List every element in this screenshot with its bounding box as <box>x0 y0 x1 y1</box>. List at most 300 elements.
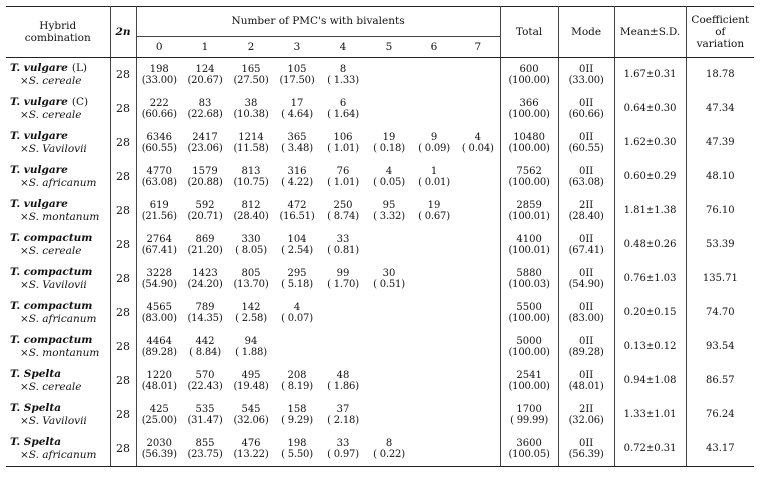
pmc-count-cell <box>366 398 412 432</box>
pmc-percent: (22.68) <box>187 109 223 120</box>
mode-percent: (33.00) <box>568 75 604 86</box>
pmc-percent: ( 4.22) <box>281 177 313 188</box>
pmc-count-cell <box>366 330 412 364</box>
pmc-count-cell <box>366 262 412 296</box>
pmc-count: 17 <box>290 97 304 109</box>
table-row <box>6 228 754 262</box>
mode-value: 0II <box>578 267 594 279</box>
pmc-count-cell <box>274 330 320 364</box>
pmc-count-cell <box>456 126 500 160</box>
hybrid-combination <box>6 92 110 126</box>
total-count: 5880 <box>516 267 542 279</box>
pmc-count-cell <box>456 160 500 194</box>
pmc-count: 8 <box>385 437 393 449</box>
pmc-count: 3228 <box>146 267 172 279</box>
pmc-percent: ( 0.04) <box>461 143 494 154</box>
pmc-percent: (60.66) <box>141 109 177 120</box>
pmc-percent: (20.67) <box>187 75 223 86</box>
pmc-count: 99 <box>336 267 350 279</box>
pmc-count-cell <box>412 432 456 467</box>
pmc-count: 1220 <box>146 369 172 381</box>
pmc-percent: (10.38) <box>233 109 269 120</box>
triticum-species: T. Spelta <box>10 368 62 380</box>
pmc-count-cell <box>320 330 366 364</box>
chromosome-number: 28 <box>110 228 136 262</box>
mode-percent: (60.66) <box>568 109 604 120</box>
coefficient-of-variation-value: 47.34 <box>706 103 735 115</box>
triticum-species: T. vulgare <box>10 62 68 74</box>
pmc-count-cell <box>274 160 320 194</box>
pmc-count: 330 <box>241 233 261 245</box>
pmc-percent: ( 9.29) <box>281 415 313 426</box>
total-count: 2541 <box>516 369 542 381</box>
mode-percent: (54.90) <box>568 279 604 290</box>
pmc-percent: ( 0.81) <box>327 245 359 256</box>
pmc-count-cell <box>412 126 456 160</box>
header-bivalent-count: 7 <box>456 36 500 57</box>
pmc-percent: ( 1.64) <box>327 109 359 120</box>
pmc-percent: (32.06) <box>233 415 269 426</box>
table-row <box>6 330 754 364</box>
pmc-count-cell <box>136 398 182 432</box>
mean-sd-value: 0.13±0.12 <box>614 330 686 364</box>
coefficient-of-variation-value: 74.70 <box>706 307 735 319</box>
mean-sd-value: 0.60±0.29 <box>614 160 686 194</box>
secale-species: ×S. Vavilovii <box>20 143 87 155</box>
mode-cell <box>558 262 614 296</box>
chromosome-number: 28 <box>110 364 136 398</box>
chromosome-number: 28 <box>110 126 136 160</box>
pmc-percent: (19.48) <box>233 381 269 392</box>
pmc-percent: ( 2.18) <box>327 415 359 426</box>
mode-value: 0II <box>578 63 594 75</box>
total-cell <box>500 160 558 194</box>
pmc-count: 19 <box>427 199 441 211</box>
pmc-count: 104 <box>287 233 307 245</box>
pmc-percent: ( 3.32) <box>373 211 405 222</box>
total-cell <box>500 228 558 262</box>
triticum-species: T. vulgare <box>10 96 68 108</box>
pmc-percent: (21.56) <box>141 211 177 222</box>
pmc-percent: ( 8.84) <box>189 347 221 358</box>
triticum-species: T. compactum <box>10 300 93 312</box>
pmc-count-cell <box>228 194 274 228</box>
mode-value: 0II <box>578 369 594 381</box>
secale-species: ×S. montanum <box>20 211 100 223</box>
mode-value: 0II <box>578 335 594 347</box>
pmc-count: 208 <box>287 369 307 381</box>
pmc-count-cell <box>228 296 274 330</box>
mode-cell <box>558 58 614 93</box>
pmc-count-cell <box>366 92 412 126</box>
pmc-count-cell <box>136 432 182 467</box>
pmc-count-cell <box>320 432 366 467</box>
pmc-count: 9 <box>430 131 438 143</box>
hybrid-combination <box>6 194 110 228</box>
pmc-count-cell <box>412 398 456 432</box>
pmc-count-cell <box>136 160 182 194</box>
pmc-count-cell <box>274 364 320 398</box>
pmc-count-cell <box>320 92 366 126</box>
mode-percent: (63.08) <box>568 177 604 188</box>
pmc-count-cell <box>412 92 456 126</box>
pmc-count-cell <box>182 194 228 228</box>
pmc-count: 425 <box>149 403 169 415</box>
pmc-count: 76 <box>336 165 350 177</box>
pmc-percent: (21.20) <box>187 245 223 256</box>
pmc-count-cell <box>456 398 500 432</box>
coefficient-of-variation-value: 47.39 <box>706 137 735 149</box>
pmc-count-cell <box>412 330 456 364</box>
pmc-percent: (67.41) <box>141 245 177 256</box>
pmc-count-cell <box>412 228 456 262</box>
pmc-count-cell <box>274 432 320 467</box>
pmc-percent: (89.28) <box>141 347 177 358</box>
pmc-count: 33 <box>336 437 350 449</box>
pmc-count: 1214 <box>238 131 264 143</box>
pmc-count: 19 <box>382 131 396 143</box>
pmc-percent: (31.47) <box>187 415 223 426</box>
pmc-percent: ( 1.01) <box>327 177 359 188</box>
pmc-count-cell <box>412 194 456 228</box>
hybrid-combination <box>6 126 110 160</box>
total-count: 10480 <box>513 131 545 143</box>
pmc-count: 198 <box>149 63 169 75</box>
header-pmc-bivalents: Number of PMC's with bivalents <box>136 7 500 37</box>
pmc-count: 94 <box>244 335 258 347</box>
table-row <box>6 194 754 228</box>
pmc-percent: ( 8.05) <box>235 245 267 256</box>
mode-percent: (89.28) <box>568 347 604 358</box>
pmc-count-cell <box>228 398 274 432</box>
total-percent: (100.01) <box>508 211 550 222</box>
mode-value: 0II <box>578 97 594 109</box>
total-percent: (100.00) <box>508 313 550 324</box>
mode-cell <box>558 228 614 262</box>
pmc-count-cell <box>274 262 320 296</box>
header-hybrid-combination: Hybrid combination <box>6 7 110 58</box>
total-cell <box>500 296 558 330</box>
total-cell <box>500 92 558 126</box>
pmc-percent: (20.88) <box>187 177 223 188</box>
header-mean-sd: Mean±S.D. <box>614 7 686 58</box>
hybrid-combination <box>6 364 110 398</box>
data-table-container <box>6 6 754 467</box>
total-count: 5500 <box>516 301 542 313</box>
mode-cell <box>558 398 614 432</box>
pmc-percent: (27.50) <box>233 75 269 86</box>
pmc-count-cell <box>320 296 366 330</box>
pmc-count: 48 <box>336 369 350 381</box>
triticum-species: T. vulgare <box>10 164 68 176</box>
mode-cell <box>558 330 614 364</box>
pmc-count-cell <box>228 330 274 364</box>
pmc-percent: (83.00) <box>141 313 177 324</box>
pmc-count: 476 <box>241 437 261 449</box>
table-row <box>6 160 754 194</box>
pmc-percent: ( 2.54) <box>281 245 313 256</box>
mode-cell <box>558 126 614 160</box>
mode-cell <box>558 194 614 228</box>
pmc-count: 30 <box>382 267 396 279</box>
coefficient-of-variation-value: 18.78 <box>706 69 735 81</box>
pmc-percent: (54.90) <box>141 279 177 290</box>
pmc-percent: (56.39) <box>141 449 177 460</box>
pmc-count: 105 <box>287 63 307 75</box>
pmc-count-cell <box>320 194 366 228</box>
pmc-percent: (25.00) <box>141 415 177 426</box>
triticum-species: T. vulgare <box>10 130 68 142</box>
pmc-percent: ( 3.48) <box>281 143 313 154</box>
pmc-count: 124 <box>195 63 215 75</box>
header-bivalent-count: 3 <box>274 36 320 57</box>
pmc-count: 142 <box>241 301 261 313</box>
pmc-percent: ( 0.51) <box>373 279 405 290</box>
mean-sd-value: 1.33±1.01 <box>614 398 686 432</box>
total-count: 3600 <box>516 437 542 449</box>
pmc-percent: ( 1.70) <box>327 279 359 290</box>
pmc-count: 6346 <box>146 131 172 143</box>
pmc-count: 222 <box>149 97 169 109</box>
pmc-count-cell <box>456 262 500 296</box>
pmc-count-cell <box>320 58 366 93</box>
pmc-count-cell <box>228 160 274 194</box>
mode-value: 0II <box>578 165 594 177</box>
pmc-count: 2030 <box>146 437 172 449</box>
pmc-count-cell <box>366 126 412 160</box>
total-percent: (100.03) <box>508 279 550 290</box>
pmc-count-cell <box>182 92 228 126</box>
pmc-count-cell <box>366 432 412 467</box>
mode-value: 2II <box>578 199 594 211</box>
mode-value: 2II <box>578 403 594 415</box>
pmc-count-cell <box>136 58 182 93</box>
secale-species: ×S. montanum <box>20 347 100 359</box>
mode-value: 0II <box>578 301 594 313</box>
mode-cell <box>558 364 614 398</box>
pmc-count-cell <box>228 58 274 93</box>
pmc-percent: (33.00) <box>141 75 177 86</box>
total-cell <box>500 126 558 160</box>
pmc-percent: ( 2.58) <box>235 313 267 324</box>
pmc-count: 2764 <box>146 233 172 245</box>
pmc-count-cell <box>274 92 320 126</box>
pmc-count: 198 <box>287 437 307 449</box>
triticum-species: T. compactum <box>10 232 93 244</box>
mode-percent: (28.40) <box>568 211 604 222</box>
mode-percent: (48.01) <box>568 381 604 392</box>
chromosome-number: 28 <box>110 432 136 467</box>
pmc-percent: (13.70) <box>233 279 269 290</box>
mean-sd-value: 0.48±0.26 <box>614 228 686 262</box>
pmc-percent: ( 1.01) <box>327 143 359 154</box>
pmc-count: 316 <box>287 165 307 177</box>
mode-cell <box>558 92 614 126</box>
pmc-percent: ( 8.19) <box>281 381 313 392</box>
pmc-count-cell <box>228 228 274 262</box>
strain-suffix: (L) <box>71 62 88 74</box>
mode-percent: (56.39) <box>568 449 604 460</box>
pmc-count-cell <box>182 296 228 330</box>
pmc-percent: ( 1.86) <box>327 381 359 392</box>
pmc-count: 250 <box>333 199 353 211</box>
chromosome-number: 28 <box>110 398 136 432</box>
header-mode: Mode <box>558 7 614 58</box>
total-percent: (100.00) <box>508 143 550 154</box>
table-row <box>6 92 754 126</box>
pmc-count-cell <box>182 58 228 93</box>
total-percent: (100.00) <box>508 347 550 358</box>
pmc-count-cell <box>456 296 500 330</box>
pmc-percent: (23.06) <box>187 143 223 154</box>
pmc-count-cell <box>136 92 182 126</box>
pmc-count-cell <box>320 228 366 262</box>
coefficient-of-variation-value: 135.71 <box>702 273 738 285</box>
pmc-count-cell <box>136 262 182 296</box>
pmc-count-cell <box>228 364 274 398</box>
pmc-count: 592 <box>195 199 215 211</box>
table-row <box>6 262 754 296</box>
coefficient-of-variation-value: 48.10 <box>706 171 735 183</box>
secale-species: ×S. Vavilovii <box>20 415 87 427</box>
chromosome-number: 28 <box>110 160 136 194</box>
total-count: 1700 <box>516 403 542 415</box>
pmc-count-cell <box>136 228 182 262</box>
pmc-count: 158 <box>287 403 307 415</box>
header-bivalent-count: 4 <box>320 36 366 57</box>
pmc-count: 4 <box>293 301 301 313</box>
pmc-count: 6 <box>339 97 347 109</box>
pmc-count-cell <box>412 364 456 398</box>
total-percent: (100.00) <box>508 109 550 120</box>
pmc-count-cell <box>274 296 320 330</box>
pmc-percent: ( 0.97) <box>327 449 359 460</box>
secale-species: ×S. Vavilovii <box>20 279 87 291</box>
bivalent-frequency-table <box>6 6 754 467</box>
pmc-percent: (16.51) <box>279 211 315 222</box>
pmc-count-cell <box>456 194 500 228</box>
mode-value: 0II <box>578 131 594 143</box>
hybrid-combination <box>6 398 110 432</box>
pmc-percent: ( 4.64) <box>281 109 313 120</box>
pmc-percent: (13.22) <box>233 449 269 460</box>
pmc-count: 4565 <box>146 301 172 313</box>
pmc-count-cell <box>182 126 228 160</box>
secale-species: ×S. cereale <box>20 75 82 87</box>
pmc-percent: (14.35) <box>187 313 223 324</box>
pmc-count-cell <box>182 262 228 296</box>
mean-sd-value: 0.76±1.03 <box>614 262 686 296</box>
mean-sd-value: 0.20±0.15 <box>614 296 686 330</box>
pmc-percent: (48.01) <box>141 381 177 392</box>
triticum-species: T. compactum <box>10 266 93 278</box>
mean-sd-value: 1.81±1.38 <box>614 194 686 228</box>
pmc-count-cell <box>136 330 182 364</box>
total-percent: (100.01) <box>508 245 550 256</box>
pmc-count: 4 <box>385 165 393 177</box>
pmc-count-cell <box>366 296 412 330</box>
secale-species: ×S. cereale <box>20 109 82 121</box>
total-cell <box>500 432 558 467</box>
pmc-count: 1 <box>430 165 438 177</box>
pmc-count-cell <box>412 262 456 296</box>
pmc-count: 33 <box>336 233 350 245</box>
pmc-percent: (24.20) <box>187 279 223 290</box>
mode-percent: (83.00) <box>568 313 604 324</box>
pmc-count-cell <box>456 364 500 398</box>
mean-sd-value: 1.67±0.31 <box>614 58 686 93</box>
secale-species: ×S. cereale <box>20 245 82 257</box>
pmc-count: 619 <box>149 199 169 211</box>
table-row <box>6 296 754 330</box>
pmc-count: 495 <box>241 369 261 381</box>
pmc-percent: ( 1.33) <box>327 75 359 86</box>
mean-sd-value: 0.72±0.31 <box>614 432 686 467</box>
pmc-count: 812 <box>241 199 261 211</box>
pmc-percent: (11.58) <box>233 143 269 154</box>
pmc-percent: (22.43) <box>187 381 223 392</box>
chromosome-number: 28 <box>110 262 136 296</box>
table-row <box>6 58 754 93</box>
pmc-percent: ( 0.07) <box>281 313 313 324</box>
pmc-count-cell <box>456 228 500 262</box>
table-row <box>6 364 754 398</box>
pmc-count: 106 <box>333 131 353 143</box>
total-cell <box>500 194 558 228</box>
pmc-count-cell <box>182 228 228 262</box>
header-total: Total <box>500 7 558 58</box>
pmc-percent: (60.55) <box>141 143 177 154</box>
total-cell <box>500 58 558 93</box>
mode-percent: (67.41) <box>568 245 604 256</box>
pmc-percent: ( 0.18) <box>373 143 405 154</box>
header-2n: 2n <box>110 7 136 58</box>
header-bivalent-count: 2 <box>228 36 274 57</box>
triticum-species: T. Spelta <box>10 436 62 448</box>
pmc-count: 4770 <box>146 165 172 177</box>
pmc-count: 1579 <box>192 165 218 177</box>
pmc-count: 855 <box>195 437 215 449</box>
total-percent: ( 99.99) <box>510 415 549 426</box>
mode-percent: (32.06) <box>568 415 604 426</box>
pmc-percent: (20.71) <box>187 211 223 222</box>
secale-species: ×S. africanum <box>20 313 97 325</box>
pmc-count-cell <box>320 126 366 160</box>
pmc-count-cell <box>412 160 456 194</box>
pmc-count: 2417 <box>192 131 218 143</box>
pmc-count: 38 <box>244 97 258 109</box>
secale-species: ×S. africanum <box>20 449 97 461</box>
hybrid-combination <box>6 58 110 93</box>
mode-value: 0II <box>578 437 594 449</box>
header-bivalent-count: 6 <box>412 36 456 57</box>
hybrid-combination <box>6 432 110 467</box>
total-percent: (100.00) <box>508 381 550 392</box>
coefficient-of-variation-value: 43.17 <box>686 432 754 467</box>
table-row <box>6 126 754 160</box>
hybrid-combination <box>6 262 110 296</box>
mean-sd-value: 0.64±0.30 <box>614 92 686 126</box>
mean-sd-value: 0.94±1.08 <box>614 364 686 398</box>
pmc-count: 442 <box>195 335 215 347</box>
total-count: 600 <box>519 63 539 75</box>
chromosome-number: 28 <box>110 296 136 330</box>
triticum-species: T. Spelta <box>10 402 62 414</box>
pmc-percent: ( 1.88) <box>235 347 267 358</box>
pmc-percent: ( 5.18) <box>281 279 313 290</box>
mode-cell <box>558 432 614 467</box>
pmc-count-cell <box>136 364 182 398</box>
